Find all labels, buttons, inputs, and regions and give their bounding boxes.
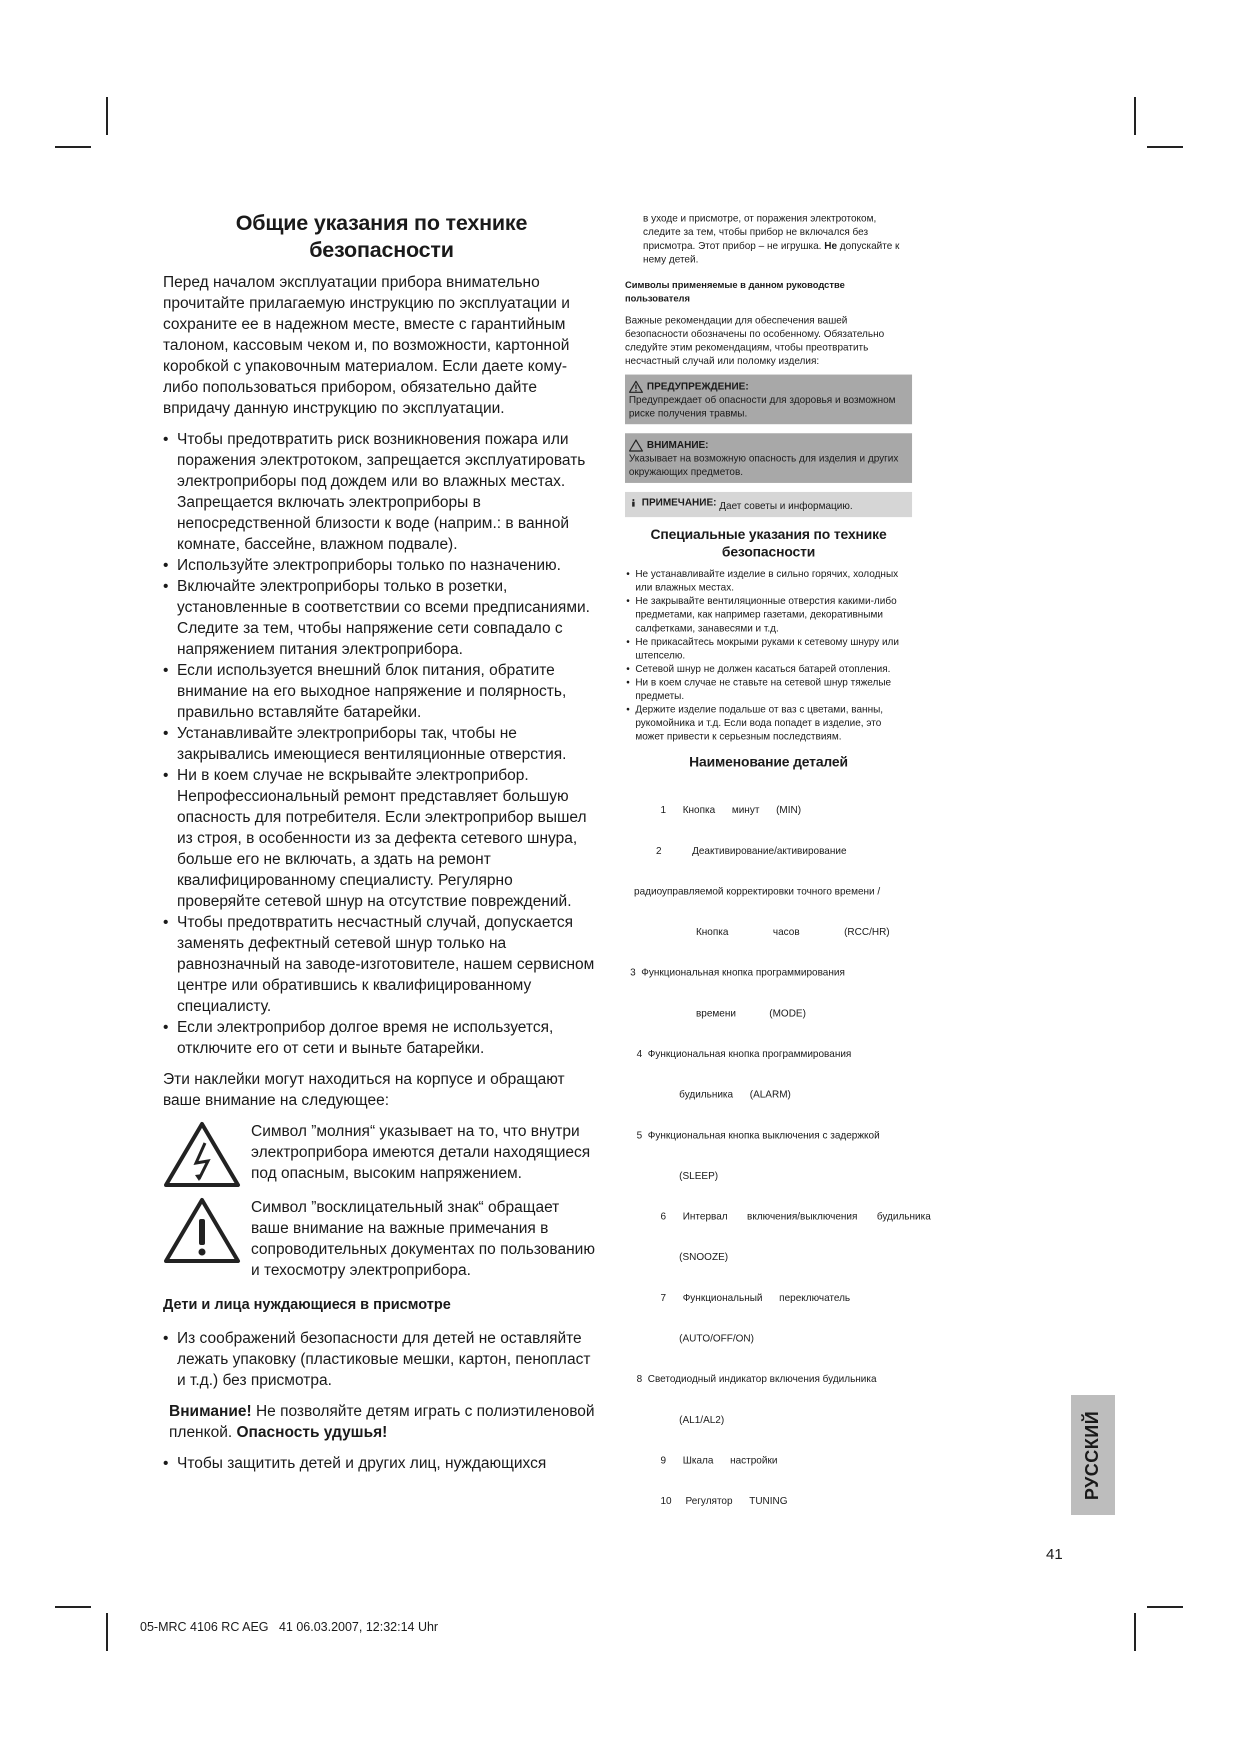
exclamation-symbol-row xyxy=(163,1197,600,1281)
special-bullet-list xyxy=(625,567,912,743)
list-item: • Включайте электроприборы только в розетки, установленные в соответствии со всеми предписаниями. Следите за тем, чтобы напряжение сети совпадало с напряжением питания электроприбора. xyxy=(163,576,600,660)
info-icon xyxy=(629,496,638,509)
continued-text-a: в уходе и присмотре, от поражения электротоком, следите за тем, чтобы прибор не включался без присмотра. Этот прибор – не игрушка. xyxy=(643,213,877,252)
list-item: • Из соображений безопасности для детей не оставляйте лежать упаковку (пластиковые мешки, картон, пенопласт и т.д.) без присмотра. xyxy=(163,1328,600,1391)
list-item: • Чтобы предотвратить риск возникновения пожара или поражения электротоком, запрещается эксплуатировать электроприборы под дождем или во влажных местах. Запрещается включать электроприборы в непосредственной близости к воде (наприм.: в ванной комнате, бассейне, влажном подвале). xyxy=(163,429,600,555)
crop-mark xyxy=(55,146,91,148)
list-item: • Чтобы защитить детей и других лиц, нуждающихся xyxy=(163,1453,600,1474)
print-footer: 05-MRC 4106 RC AEG 41 06.03.2007, 12:32:14 Uhr xyxy=(140,1620,439,1634)
list-item: • Ни в коем случае не ставьте на сетевой шнур тяжелые предметы. xyxy=(626,675,912,702)
parts-item-8a: 8 Светодиодный индикатор включения будильника xyxy=(636,1373,877,1385)
kids-section-title: Дети и лица нуждающиеся в присмотре xyxy=(163,1297,451,1313)
list-item: • Устанавливайте электроприборы так, чтобы не закрывались имеющиеся вентиляционные отверстия. xyxy=(163,723,600,765)
parts-item-3a: 3 Функциональная кнопка программирования xyxy=(630,967,845,978)
parts-item-2c: Кнопка часов (RCC/HR) xyxy=(695,926,890,938)
caution-text: Указывает на возможную опасность для изделия и других окружающих предметов. xyxy=(628,453,899,478)
language-side-tab-label: РУССКИЙ xyxy=(1082,1410,1103,1500)
parts-item-10: 10 Регулятор TUNING xyxy=(660,1495,788,1507)
page-number: 41 xyxy=(1046,1546,1063,1563)
list-item: • Чтобы предотвратить несчастный случай, допускается заменять дефектный сетевой шнур только на равнозначный на заводе-изготовителе, нашем сервисном центре или обратившись к квалифицированному специалисту. xyxy=(163,912,600,1017)
kids-warning-label: Внимание! xyxy=(169,1403,252,1420)
crop-mark xyxy=(1134,1613,1136,1651)
caution-triangle-icon xyxy=(629,439,643,452)
symbols-intro: Важные рекомендации для обеспечения вашей безопасности обозначены по особенному. Обязательно следуйте этим рекомендациям, чтобы преотвратить несчастный случай или поломку изделия: xyxy=(625,315,885,367)
lightning-symbol-text: Символ ”молния“ указывает на то, что внутри электроприбора имеются детали находящиеся под опасным, высоким напряжением. xyxy=(251,1123,591,1182)
caution-label: ВНИМАНИЕ: xyxy=(646,439,709,451)
continued-paragraph xyxy=(625,212,912,266)
parts-list xyxy=(625,776,931,1535)
right-column xyxy=(625,212,931,1535)
note-box xyxy=(625,492,912,517)
general-safety-title: Общие указания по технике безопасности xyxy=(235,211,528,262)
list-item: • Используйте электроприборы только по назначению. xyxy=(163,555,600,576)
crop-mark xyxy=(1134,97,1136,135)
parts-title: Наименование деталей xyxy=(689,754,848,770)
parts-item-9: 9 Шкала настройки xyxy=(660,1454,778,1466)
parts-item-2b: радиоуправляемой корректировки точного времени / xyxy=(634,885,881,897)
note-label: ПРИМЕЧАНИЕ: xyxy=(641,497,717,509)
list-item: • Не закрывайте вентиляционные отверстия какими-либо предметами, как например газетами, декоративными салфетками, занавесями и т.д. xyxy=(626,594,912,635)
parts-item-7a: 7 Функциональный переключатель xyxy=(660,1292,851,1304)
stickers-intro: Эти наклейки могут находиться на корпусе и обращают ваше внимание на следующее: xyxy=(163,1071,565,1109)
language-side-tab xyxy=(1071,1395,1115,1515)
list-item: • Сетевой шнур не должен касаться батарей отопления. xyxy=(626,662,912,676)
kids-warning-danger: Опасность удушья! xyxy=(236,1424,388,1441)
kids-bullet-list xyxy=(163,1328,600,1391)
crop-mark xyxy=(55,1606,91,1608)
crop-mark xyxy=(1147,146,1183,148)
parts-item-5a: 5 Функциональная кнопка выключения с задержкой xyxy=(636,1129,880,1141)
list-item: • Не устанавливайте изделие в сильно горячих, холодных или влажных местах. xyxy=(626,567,912,594)
parts-item-5b: (SLEEP) xyxy=(679,1170,719,1182)
note-text: Дает советы и информацию. xyxy=(716,500,853,512)
parts-item-2a: 2 Деактивирование/активирование xyxy=(655,845,847,857)
list-item: • Держите изделие подальше от ваз с цветами, ванны, рукомойника и т.д. Если вода попадет в изделие, это может привести к серьезным последствиям. xyxy=(626,703,912,744)
continued-text-b: допускайте к нему детей. xyxy=(643,240,900,265)
intro-paragraph: Перед началом эксплуатации прибора внимательно прочитайте прилагаемую инструкцию по эксплуатации и сохраните ее в надежном месте, вместе с гарантийным талоном, кассовым чеком и, по возможности, картонной коробкой с упаковочным материалом. Если даете кому-либо попользоваться прибором, обязательно дайте впридачу данную инструкцию по эксплуатации. xyxy=(163,274,570,417)
parts-item-4b: будильника (ALARM) xyxy=(679,1088,791,1100)
exclamation-symbol-text: Символ ”восклицательный знак“ обращает ваше внимание на важные примечания в сопроводительных документах по пользованию и техосмотру электроприбора. xyxy=(251,1199,595,1279)
lightning-symbol-row xyxy=(163,1121,600,1189)
list-item: • Если электроприбор долгое время не используется, отключите его от сети и выньте батарейки. xyxy=(163,1017,600,1059)
warning-label: ПРЕДУПРЕЖДЕНИЕ: xyxy=(646,381,749,392)
continued-text-bold: Не xyxy=(824,240,838,252)
parts-item-6a: 6 Интервал включения/выключения будильника xyxy=(660,1210,931,1222)
caution-box xyxy=(625,433,912,483)
list-item: • Ни в коем случае не вскрывайте электроприбор. Непрофессиональный ремонт представляет большую опасность для потребителя. Если электроприбор вышел из строя, в особенности из за дефекта сетевого шнура, больше его не включать, а здать на ремонт квалифицированному специалисту. Регулярно проверяйте сетевой шнур на отсутствие повреждений. xyxy=(163,765,600,912)
special-safety-title: Специальные указания по технике безопасности xyxy=(650,526,887,560)
list-item: • Если используется внешний блок питания, обратите внимание на его выходное напряжение и полярность, правильно вставляйте батарейки. xyxy=(163,660,600,723)
safety-bullet-list xyxy=(163,429,600,1059)
parts-item-7b: (AUTO/OFF/ON) xyxy=(679,1332,754,1344)
crop-mark xyxy=(106,97,108,135)
parts-item-3b: времени (MODE) xyxy=(695,1007,806,1019)
lightning-warning-icon xyxy=(163,1121,241,1189)
exclamation-warning-icon xyxy=(163,1197,241,1265)
warning-box xyxy=(625,375,912,425)
crop-mark xyxy=(106,1613,108,1651)
list-item: • Не прикасайтесь мокрыми руками к сетевому шнуру или штепселю. xyxy=(626,635,912,662)
kids-bullet-list-2 xyxy=(163,1453,600,1474)
warning-text: Предупреждает об опасности для здоровья и возможном риске получения травмы. xyxy=(628,394,896,420)
parts-item-4a: 4 Функциональная кнопка программирования xyxy=(636,1048,852,1060)
left-column xyxy=(163,210,600,1484)
crop-mark xyxy=(1147,1606,1183,1608)
parts-item-6b: (SNOOZE) xyxy=(679,1251,729,1263)
parts-item-8b: (AL1/AL2) xyxy=(679,1414,725,1426)
symbols-section-title: Символы применяемые в данном руководстве пользователя xyxy=(625,280,845,305)
parts-item-1: 1 Кнопка минут (MIN) xyxy=(660,804,802,816)
warning-triangle-icon xyxy=(629,380,643,393)
kids-warning xyxy=(163,1401,600,1443)
kids-warning-text: Не позволяйте детям играть с полиэтиленовой пленкой. xyxy=(169,1403,595,1441)
